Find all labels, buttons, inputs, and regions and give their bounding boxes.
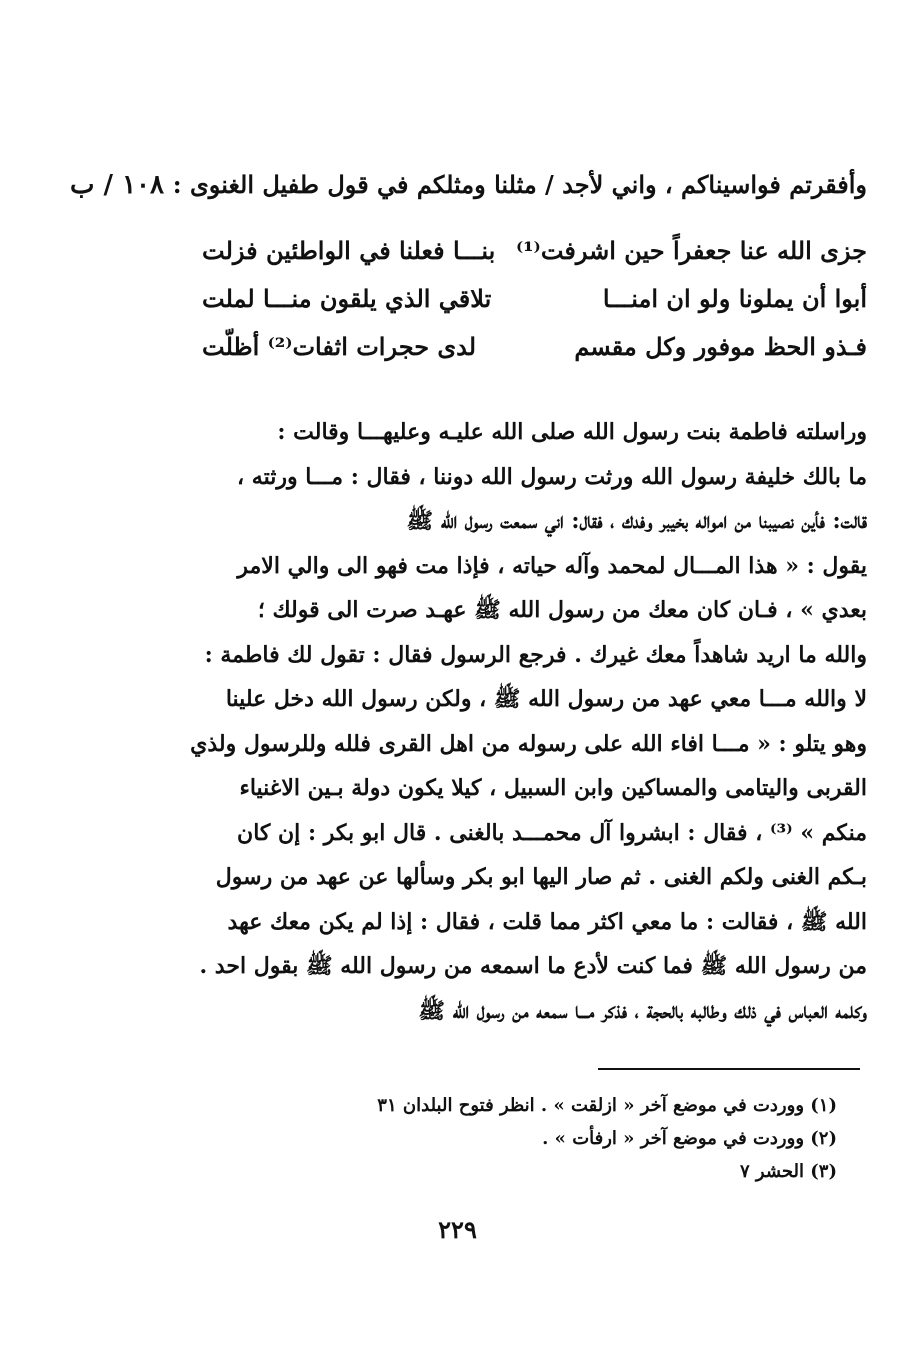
text-line: وهو يتلو : « مـــا افاء الله على رسوله من اهل القرى فلله وللرسول ولذي — [190, 730, 867, 757]
text-line: بعدي » ، فـان كان معك من رسول الله ﷺ عهـد صرت الى قولك ؛ — [257, 597, 867, 623]
footnotes — [337, 1095, 837, 1194]
text-line: الله ﷺ ، فقالت : ما معي اكثر مما قلت ، فقال : إذا لم يكن معك عهد — [227, 908, 867, 935]
text-line: قالت: فأين نصيبنا من امواله بخيبر وفدك ، فقال: اني سمعت رسول الله ﷺ — [406, 508, 867, 534]
verse-2 — [202, 284, 867, 332]
verse-first-hemistich: أبوا أن يملونا ولو ان امنـــا — [602, 284, 867, 313]
body-paragraph — [47, 410, 867, 1033]
footnote-divider — [598, 1068, 860, 1070]
verse-first-hemistich: فـذو الحظ موفور وكل مقسم — [574, 332, 867, 361]
verse-second-hemistich: لدى حجرات اثفات⁽²⁾ أظلّت — [202, 332, 477, 361]
text-line: بـكم الغنى ولكم الغنى . ثم صار اليها ابو بكر وسألها عن عهد من رسول — [215, 864, 867, 890]
text-line: وراسلته فاطمة بنت رسول الله صلى الله عليـه وعليهـــا وقالت : — [277, 419, 867, 445]
text-line: منكم » ⁽³⁾ ، فقال : ابشروا آل محمـــد بالغنى . قال ابو بكر : إن كان — [237, 819, 867, 846]
text-line: لا والله مـــا معي عهد من رسول الله ﷺ ، ولكن رسول الله دخل علينا — [225, 686, 867, 712]
text-line: يقول : « هذا المـــال لمحمد وآله حياته ، فإذا مت فهو الى والي الامر — [237, 552, 867, 579]
verse-3 — [202, 332, 867, 380]
text-line: ما بالك خليفة رسول الله ورثت رسول الله دوننا ، فقال : مـــا ورثته ، — [237, 463, 867, 490]
verse-1 — [202, 236, 867, 284]
folio-marker: ١٠٨ / ب — [70, 170, 164, 200]
footnote: (١) ووردت في موضع آخر « ازلقت » . انظر فتوح البلدان ٣١ — [377, 1095, 837, 1116]
page-number: ٢٢٩ — [438, 1215, 477, 1244]
text-line: وكلمه العباس في ذلك وطالبه بالحجة ، فذكر مـــا سمعه من رسول الله ﷺ — [418, 997, 867, 1024]
footnote: (٣) الحشر ٧ — [739, 1161, 837, 1182]
text-line: القربى واليتامى والمساكين وابن السبيل ، كيلا يكون دولة بـين الاغنياء — [239, 775, 867, 801]
footnote: (٢) ووردت في موضع آخر « ارفأت » . — [542, 1128, 837, 1149]
poem — [202, 236, 867, 380]
text-line: من رسول الله ﷺ فما كنت لأدع ما اسمعه من رسول الله ﷺ بقول احد . — [199, 953, 867, 979]
verse-first-hemistich: جزى الله عنا جعفراً حين اشرفت⁽¹⁾ — [516, 236, 867, 265]
verse-second-hemistich: بنـــا فعلنا في الواطئين فزلت — [202, 236, 496, 265]
verse-second-hemistich: تلاقي الذي يلقون منـــا لملت — [202, 284, 492, 313]
intro-line: وأفقرتم فواسيناكم ، واني لأجد / مثلنا ومثلكم في قول طفيل الغنوى : — [172, 170, 867, 199]
text-line: والله ما اريد شاهداً معك غيرك . فرجع الرسول فقال : تقول لك فاطمة : — [204, 641, 867, 668]
